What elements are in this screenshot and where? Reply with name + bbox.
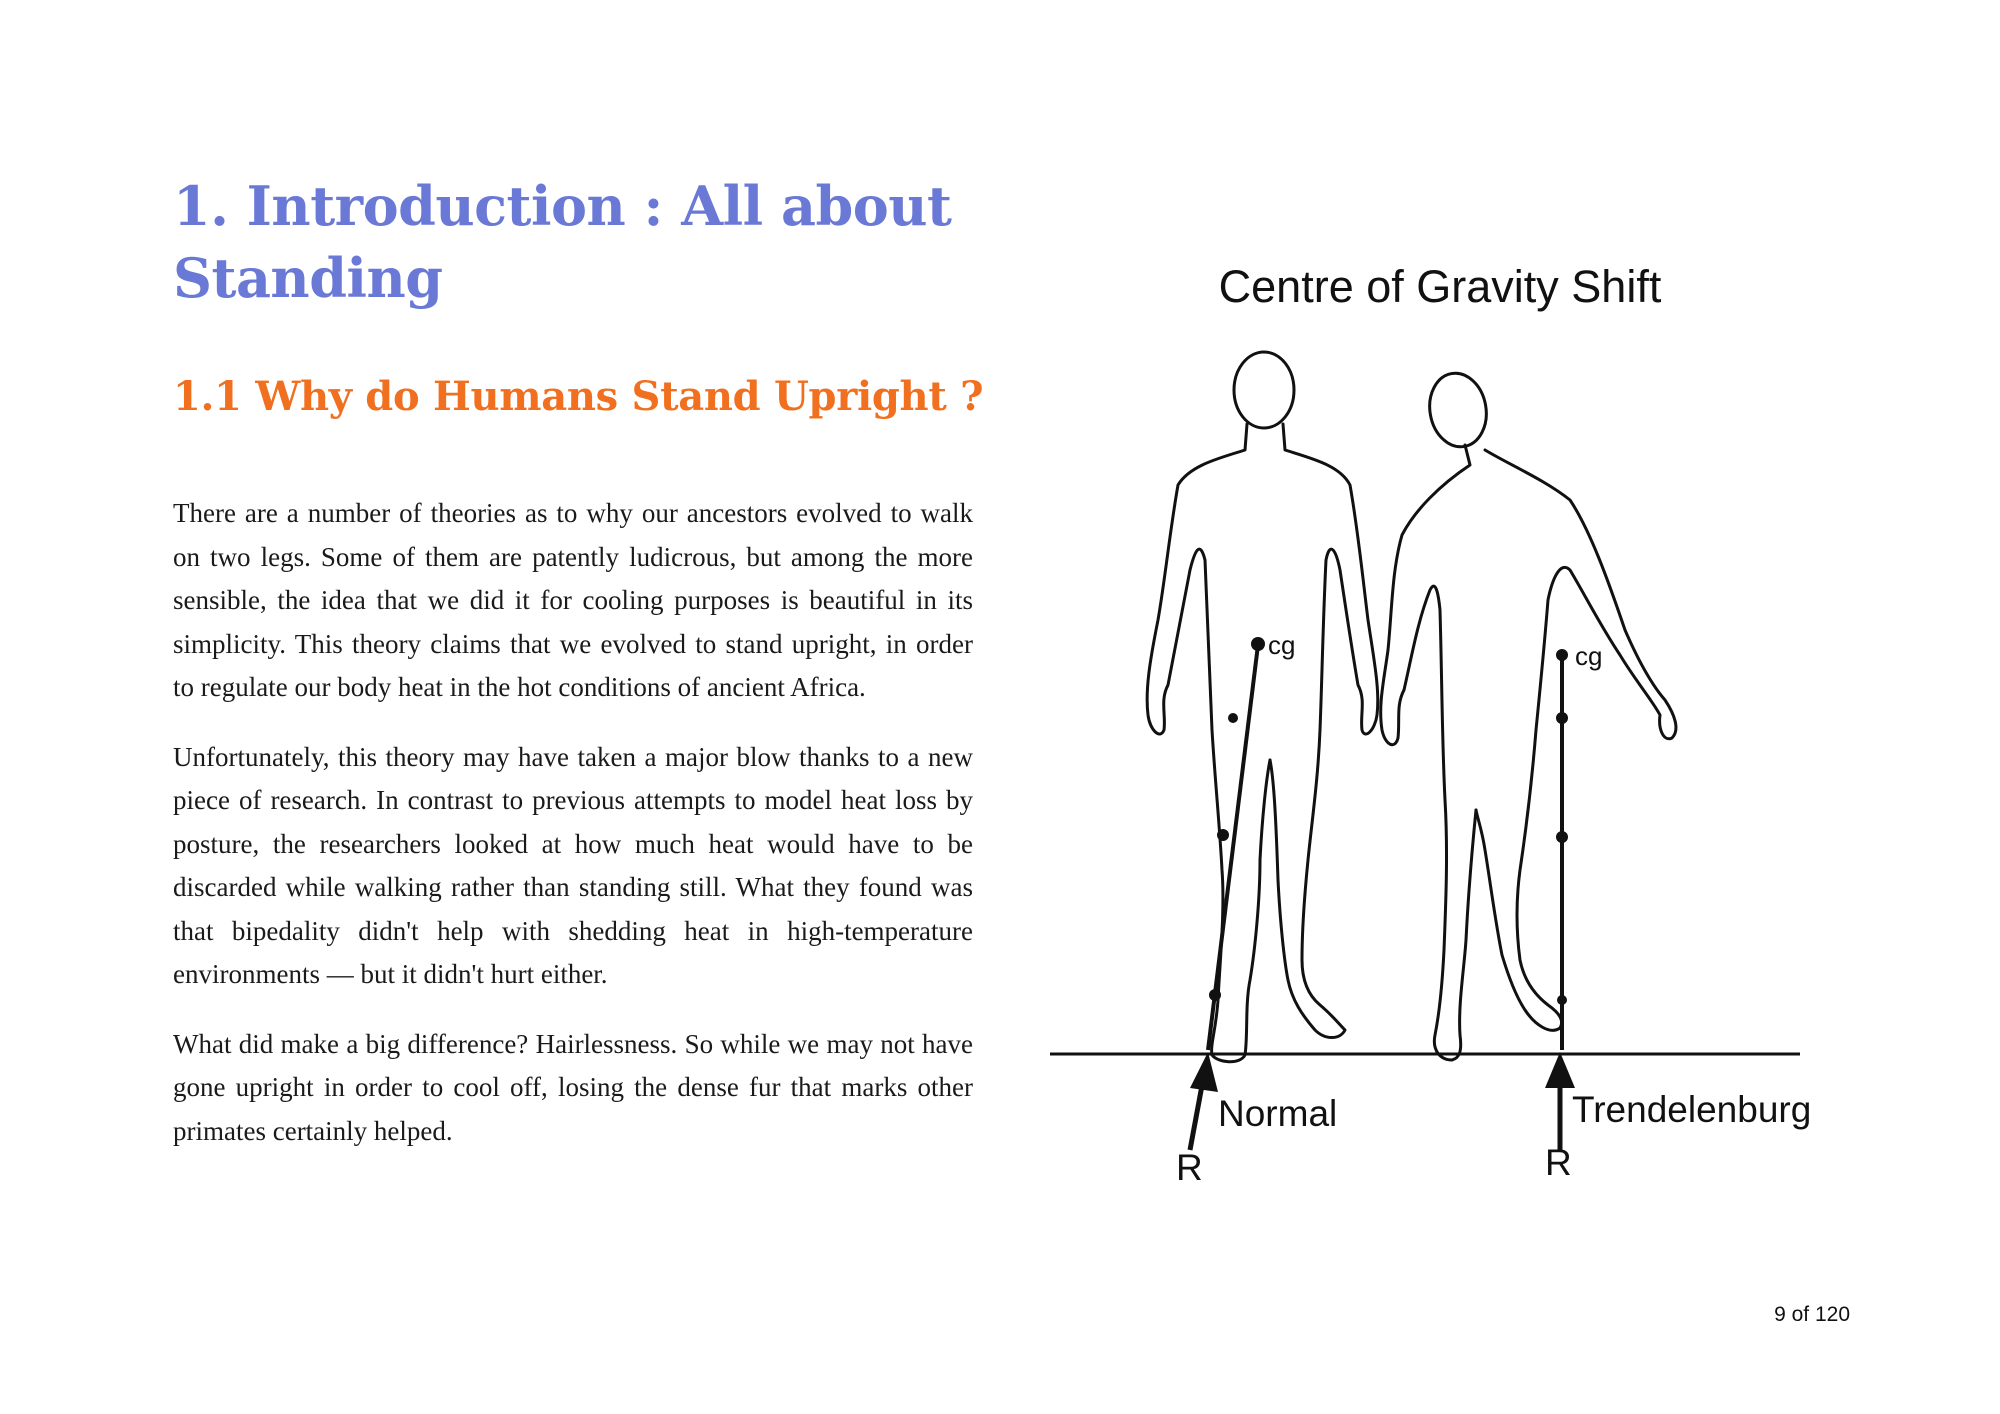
trendelenburg-r-label: R [1545,1142,1572,1183]
normal-r-label: R [1176,1147,1203,1188]
paragraph-1: There are a number of theories as to why our ancestors evolved to walk on two legs. Some of them are patently ludicrous, but among the more sensible, the idea that we did it for cooling purposes is beautiful in its simplicity. This theory claims that we evolved to stand upright, in order to regulate our body heat in the hot conditions of ancient Africa. [173,498,973,702]
trendelenburg-gravity-line [1556,649,1568,1050]
centre-of-gravity-figure [1040,260,1840,1210]
normal-label: Normal [1218,1093,1338,1134]
normal-cg-point [1251,637,1265,651]
normal-reaction-arrow [1190,1052,1218,1150]
paragraph-3: What did make a big difference? Hairlessness. So while we may not have gone upright in order to cool off, losing the dense fur that marks other primates certainly helped. [173,1028,973,1146]
page-number: 9 of 120 [1774,1303,1850,1326]
body-text [173,492,973,1153]
normal-gravity-line [1208,637,1265,1050]
chapter-title: 1. Introduction : All about Standing [173,174,952,310]
paragraph-2: Unfortunately, this theory may have taken a major blow thanks to a new piece of research. In contrast to previous attempts to model heat loss by posture, the researchers looked at how much heat would have to be discarded while walking rather than standing still. What they found was that bipedality didn't help with shedding heat in high-temperature environments — but it didn't hurt either. [173,741,973,989]
trendelenburg-figure-outline [1381,369,1676,1060]
trendelenburg-label: Trendelenburg [1572,1089,1812,1130]
section-title: 1.1 Why do Humans Stand Upright ? [173,373,984,420]
trendelenburg-cg-point [1556,649,1568,661]
text-column [173,170,984,1179]
figure-illustration [1040,260,1840,1210]
trendelenburg-reaction-arrow [1545,1052,1575,1150]
figure-title: Centre of Gravity Shift [1218,261,1662,312]
trendelenburg-cg-label: cg [1575,641,1603,671]
normal-figure-outline [1147,352,1378,1062]
normal-cg-label: cg [1268,630,1296,660]
